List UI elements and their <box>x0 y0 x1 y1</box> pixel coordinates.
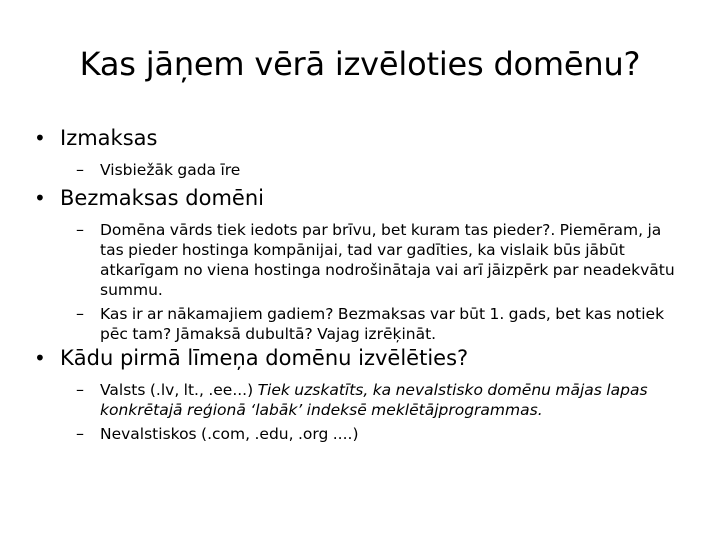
sub-bullet-text-plain: Valsts (.lv, lt., .ee...) <box>100 381 258 399</box>
slide-title: Kas jāņem vērā izvēloties domēnu? <box>79 45 641 83</box>
bullet-text: Kādu pirmā līmeņa domēnu izvēlēties? <box>60 346 469 370</box>
bullet-item <box>34 186 264 210</box>
sub-bullet-item <box>76 160 676 180</box>
bullet-marker: • <box>34 346 46 370</box>
sub-bullet-text-italic: Tiek uzskatīts, ka nevalstisko domēnu mājas lapas konkrētajā reģionā ‘labāk’ indeksē meklētājprogrammas. <box>100 381 648 419</box>
sub-bullet-text: Domēna vārds tiek iedots par brīvu, bet kuram tas pieder?. Piemēram, ja tas pieder hostinga kompānijai, tad var gadīties, ka vislaik būs jābūt atkarīgam no viena hostinga nodrošinātaja vai arī jāizpērk par neadekvātu summu. <box>100 221 675 299</box>
sub-bullet-text: Kas ir ar nākamajiem gadiem? Bezmaksas var būt 1. gads, bet kas notiek pēc tam? Jāmaksā dubultā? Vajag izrēķināt. <box>100 305 665 343</box>
sub-bullet-text: Visbiežāk gada īre <box>100 161 241 179</box>
sub-bullet-text: Nevalstiskos (.com, .edu, .org ....) <box>100 425 359 443</box>
bullet-item <box>34 126 157 150</box>
sub-bullet-item <box>76 424 676 444</box>
sub-bullet-item <box>76 380 676 420</box>
bullet-text: Izmaksas <box>60 126 158 150</box>
sub-bullet-marker: – <box>76 160 84 179</box>
bullet-marker: • <box>34 186 46 210</box>
sub-bullet-item <box>76 304 676 344</box>
sub-bullet-marker: – <box>76 424 84 443</box>
bullet-text: Bezmaksas domēni <box>60 186 264 210</box>
sub-bullet-text <box>100 380 676 420</box>
sub-bullet-marker: – <box>76 380 84 399</box>
sub-bullet-marker: – <box>76 220 84 239</box>
bullet-marker: • <box>34 126 46 150</box>
sub-bullet-marker: – <box>76 304 84 323</box>
bullet-item <box>34 346 468 370</box>
sub-bullet-item <box>76 220 676 300</box>
